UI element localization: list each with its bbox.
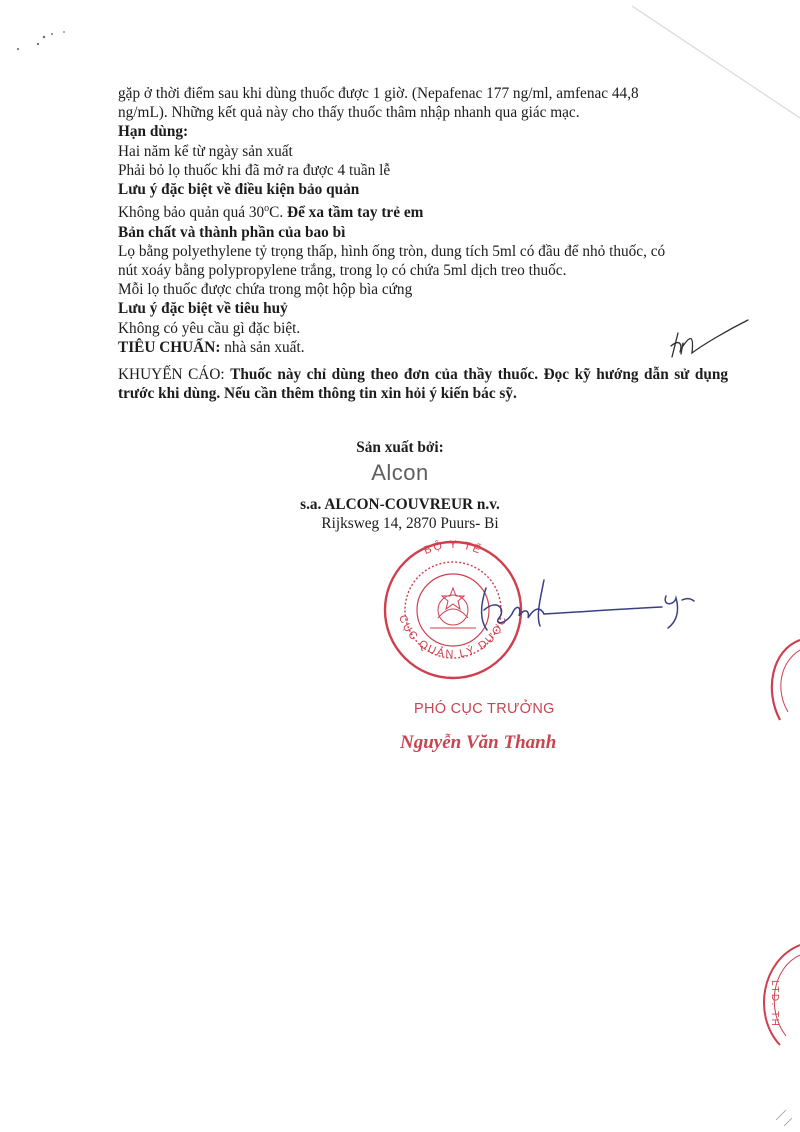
shelf-life-line: Phải bỏ lọ thuốc khi đã mở ra được 4 tuần lễ [118, 161, 391, 179]
standard-line: TIÊU CHUẨN: nhà sản xuất. [118, 338, 305, 356]
leaflet-body [118, 84, 728, 403]
manufacturer-address: Rijksweg 14, 2870 Puurs- Bi [321, 515, 499, 532]
storage-text: Không bảo quản quá 30$^o$C. Để xa tầm tay trẻ em [118, 203, 424, 222]
edge-stamp-lower [764, 945, 800, 1045]
scan-corner [776, 1110, 792, 1126]
official-name: Nguyễn Văn Thanh [400, 732, 557, 753]
scan-specks [17, 31, 65, 50]
manufacturer-company: s.a. ALCON-COUVREUR n.v. [300, 496, 500, 513]
disposal-heading: Lưu ý đặc biệt về tiêu huỷ [118, 300, 288, 318]
packaging-line: Mỗi lọ thuốc được chứa trong một hộp bìa cứng [118, 281, 413, 299]
shelf-life-heading: Hạn dùng: [118, 123, 189, 141]
packaging-line: nút xoáy bằng polypropylene trắng, trong lọ có chứa 5ml dịch treo thuốc. [118, 261, 567, 279]
packaging-heading: Bản chất và thành phần của bao bì [118, 223, 346, 241]
manufacturer-block [250, 438, 550, 533]
pk-intro-line-1: gặp ở thời điểm sau khi dùng thuốc được 1 giờ. (Nepafenac 177 ng/ml, amfenac 44,8 [118, 85, 639, 102]
warning-paragraph: KHUYẾN CÁO: Thuốc này chỉ dùng theo đơn của thầy thuốc. Đọc kỹ hướng dẫn sử dụng trước khi dùng. Nếu cần thêm thông tin xin hỏi ý kiến bác sỹ. [118, 365, 729, 403]
alcon-logo: Alcon [371, 460, 429, 485]
stamp-bottom-text: CỤC QUẢN LÝ DƯỢC [396, 613, 510, 661]
ministry-round-stamp [385, 542, 521, 678]
edge-stamp-fragment [772, 640, 800, 720]
storage-emphasis: Để xa tầm tay trẻ em [287, 204, 424, 222]
pk-intro-line-2: ng/mL). Những kết quả này cho thấy thuốc thâm nhập nhanh qua giác mạc. [118, 104, 580, 122]
official-title: PHÓ CỤC TRƯỞNG [414, 701, 555, 717]
packaging-line: Lọ bằng polyethylene tỷ trọng thấp, hình ống tròn, dung tích 5ml có đầu để nhỏ thuốc, có [118, 242, 666, 260]
edge-stamp-text: LTD. TH [769, 980, 780, 1028]
storage-heading: Lưu ý đặc biệt về điều kiện bảo quản [118, 181, 360, 199]
stamp-top-text: BỘ Y TẾ [422, 538, 484, 558]
disposal-text: Không có yêu cầu gì đặc biệt. [118, 319, 301, 337]
manufacturer-label: Sản xuất bởi: [356, 439, 444, 456]
official-signature [482, 580, 694, 630]
shelf-life-line: Hai năm kể từ ngày sản xuất [118, 142, 293, 160]
